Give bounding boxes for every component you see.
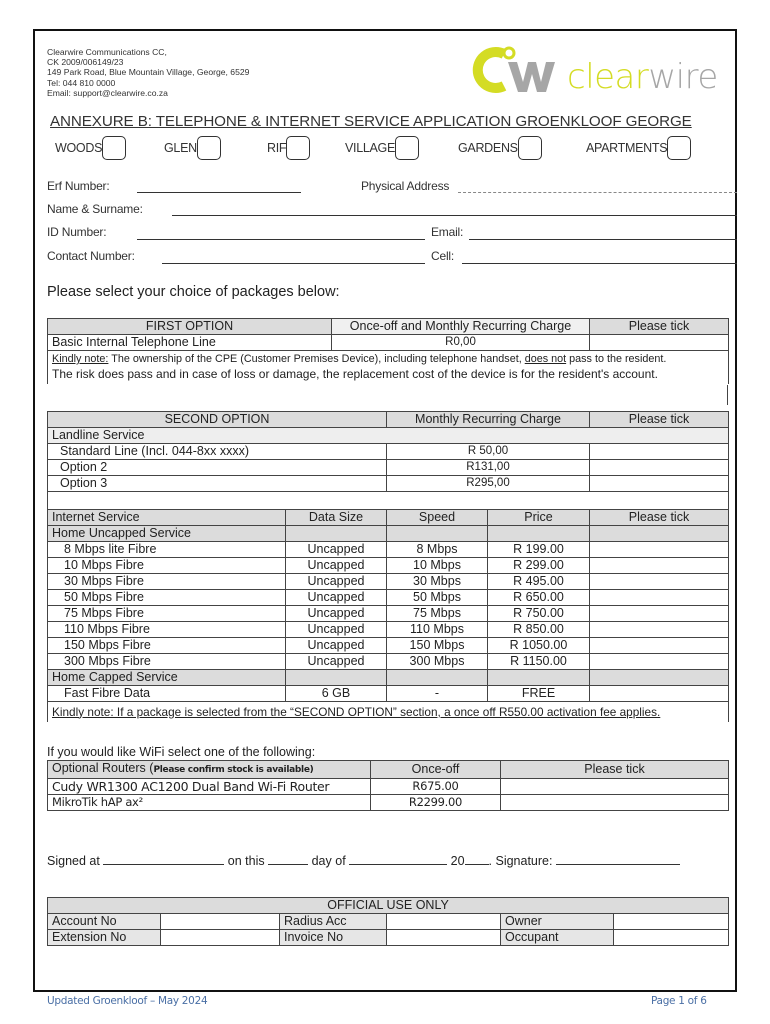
official-use-table (47, 897, 729, 946)
package-speed: 300 Mbps (387, 654, 488, 670)
table-row (48, 335, 729, 351)
estate-glen[interactable] (164, 136, 221, 160)
signature-line: Signed at on this day of 20 . Signature: (47, 852, 680, 868)
package-name: 30 Mbps Fibre (48, 574, 286, 590)
invoice-no-label: Invoice No (280, 930, 387, 946)
email-field[interactable] (469, 239, 737, 240)
estate-woods[interactable] (55, 136, 126, 160)
landline-charge: R131,00 (387, 460, 590, 476)
landline-name: Option 3 (48, 476, 387, 492)
package-price: R 1150.00 (488, 654, 590, 670)
estate-label: RIF (267, 141, 287, 155)
capped-section-row (48, 670, 729, 686)
table-row (48, 476, 729, 492)
tick-cell[interactable] (590, 590, 729, 606)
estate-checkbox-gardens[interactable] (518, 136, 542, 160)
estate-village[interactable] (345, 136, 419, 160)
tick-cell[interactable] (590, 476, 729, 492)
first-option-header (48, 319, 729, 335)
form-title: ANNEXURE B: TELEPHONE & INTERNET SERVICE APPLICATION GROENKLOOF GEORGE (50, 113, 692, 130)
tick-cell[interactable] (590, 335, 729, 351)
radius-acc-field[interactable] (387, 914, 501, 930)
landline-section-label: Landline Service (48, 428, 729, 444)
table-divider (727, 385, 728, 405)
estate-checkbox-woods[interactable] (102, 136, 126, 160)
package-data-size: Uncapped (286, 574, 387, 590)
first-option-note-row (48, 351, 729, 385)
package-name: 75 Mbps Fibre (48, 606, 286, 622)
month-field[interactable] (349, 852, 447, 865)
router-name: Cudy WR1300 AC1200 Dual Band Wi-Fi Router (48, 779, 371, 795)
cell-label: Cell: (431, 249, 455, 263)
table-row (48, 686, 729, 702)
table-row (48, 654, 729, 670)
table-row (48, 638, 729, 654)
first-option-tick-header: Please tick (590, 319, 729, 335)
second-option-note: Kindly note: If a package is selected from the “SECOND OPTION” section, a once off R550.00 activation fee applies. (48, 702, 729, 723)
signed-at-field[interactable] (103, 852, 224, 865)
id-number-field[interactable] (137, 239, 425, 240)
package-data-size: Uncapped (286, 542, 387, 558)
package-name: 150 Mbps Fibre (48, 638, 286, 654)
package-data-size: Uncapped (286, 558, 387, 574)
tick-cell[interactable] (590, 638, 729, 654)
second-option-table (47, 411, 729, 722)
capped-section-label: Home Capped Service (48, 670, 286, 686)
invoice-no-field[interactable] (387, 930, 501, 946)
erf-number-field[interactable] (137, 192, 301, 193)
table-row (48, 444, 729, 460)
tick-cell[interactable] (501, 779, 729, 795)
name-surname-field[interactable] (172, 215, 737, 216)
router-price: R2299.00 (371, 795, 501, 811)
package-price: R 1050.00 (488, 638, 590, 654)
estate-label: APARTMENTS (586, 141, 668, 155)
internet-tick-header: Please tick (590, 510, 729, 526)
router-price: R675.00 (371, 779, 501, 795)
package-name: 300 Mbps Fibre (48, 654, 286, 670)
table-row (48, 622, 729, 638)
extension-no-field[interactable] (161, 930, 280, 946)
table-row (48, 574, 729, 590)
landline-name: Standard Line (Incl. 044-8xx xxxx) (48, 444, 387, 460)
tick-cell[interactable] (590, 460, 729, 476)
monthly-charge-header: Monthly Recurring Charge (387, 412, 590, 428)
wifi-router-table (47, 760, 729, 811)
occupant-label: Occupant (501, 930, 614, 946)
tick-cell[interactable] (590, 444, 729, 460)
name-surname-label: Name & Surname: (47, 202, 143, 216)
price-header: Price (488, 510, 590, 526)
tick-cell[interactable] (590, 686, 729, 702)
estate-apartments[interactable] (586, 136, 691, 160)
tick-cell[interactable] (501, 795, 729, 811)
estate-checkbox-rif[interactable] (286, 136, 310, 160)
package-price: R 750.00 (488, 606, 590, 622)
footer-updated: Updated Groenkloof – May 2024 (47, 995, 208, 1007)
once-off-header: Once-off (371, 761, 501, 779)
id-number-label: ID Number: (47, 225, 107, 239)
package-price: R 299.00 (488, 558, 590, 574)
wifi-prompt: If you would like WiFi select one of the following: (47, 745, 316, 759)
account-no-field[interactable] (161, 914, 280, 930)
package-price: R 650.00 (488, 590, 590, 606)
data-size-header: Data Size (286, 510, 387, 526)
tick-cell[interactable] (590, 542, 729, 558)
landline-charge: R 50,00 (387, 444, 590, 460)
package-price: R 850.00 (488, 622, 590, 638)
package-data-size: Uncapped (286, 606, 387, 622)
package-charge: R0,00 (332, 335, 590, 351)
package-speed: 110 Mbps (387, 622, 488, 638)
tick-cell[interactable] (590, 654, 729, 670)
package-data-size: Uncapped (286, 654, 387, 670)
package-speed: 10 Mbps (387, 558, 488, 574)
estate-gardens[interactable] (458, 136, 542, 160)
package-speed: 50 Mbps (387, 590, 488, 606)
estate-selection (55, 136, 715, 164)
estate-label: WOODS (55, 141, 103, 155)
contact-number-label: Contact Number: (47, 249, 135, 263)
year-field[interactable] (465, 852, 489, 865)
package-price: R 495.00 (488, 574, 590, 590)
package-name: 50 Mbps Fibre (48, 590, 286, 606)
package-speed: 150 Mbps (387, 638, 488, 654)
package-name: 110 Mbps Fibre (48, 622, 286, 638)
estate-checkbox-glen[interactable] (197, 136, 221, 160)
occupant-field[interactable] (614, 930, 729, 946)
package-name: 10 Mbps Fibre (48, 558, 286, 574)
company-email: Email: support@clearwire.co.za (47, 87, 168, 98)
landline-charge: R295,00 (387, 476, 590, 492)
owner-field[interactable] (614, 914, 729, 930)
package-speed: 30 Mbps (387, 574, 488, 590)
first-option-title: FIRST OPTION (48, 319, 332, 335)
cell-field[interactable] (462, 263, 737, 264)
package-speed: 75 Mbps (387, 606, 488, 622)
account-no-label: Account No (48, 914, 161, 930)
package-price: FREE (488, 686, 590, 702)
second-option-tick-header: Please tick (590, 412, 729, 428)
wifi-header (48, 761, 729, 779)
physical-address-label: Physical Address (361, 179, 450, 193)
table-row (48, 795, 729, 811)
company-info (47, 47, 249, 98)
package-name: Fast Fibre Data (48, 686, 286, 702)
package-data-size: Uncapped (286, 590, 387, 606)
estate-label: GLEN (164, 141, 197, 155)
routers-header: Optional Routers (Please confirm stock is available) (48, 761, 371, 779)
package-name: 8 Mbps lite Fibre (48, 542, 286, 558)
internet-service-header (48, 510, 729, 526)
table-row (48, 606, 729, 622)
table-row (48, 460, 729, 476)
erf-number-label: Erf Number: (47, 179, 110, 193)
official-use-title: OFFICIAL USE ONLY (48, 898, 729, 914)
extension-no-label: Extension No (48, 930, 161, 946)
day-field[interactable] (268, 852, 308, 865)
owner-label: Owner (501, 914, 614, 930)
table-row (48, 542, 729, 558)
router-name: MikroTik hAP ax² (48, 795, 371, 811)
estate-checkbox-village[interactable] (395, 136, 419, 160)
package-data-size: Uncapped (286, 622, 387, 638)
speed-header: Speed (387, 510, 488, 526)
estate-label: VILLAGE (345, 141, 396, 155)
uncapped-section-row (48, 526, 729, 542)
tick-cell[interactable] (590, 622, 729, 638)
tick-cell[interactable] (590, 558, 729, 574)
company-phone: Tel: 044 810 0000 (47, 77, 116, 88)
package-data-size: Uncapped (286, 638, 387, 654)
signature-field[interactable] (556, 852, 680, 865)
company-registration: CK 2009/006149/23 (47, 57, 124, 68)
second-option-title: SECOND OPTION (48, 412, 387, 428)
clearwire-logo (470, 40, 720, 100)
table-row (48, 558, 729, 574)
radius-acc-label: Radius Acc (280, 914, 387, 930)
email-label: Email: (431, 225, 464, 239)
footer-page-number: Page 1 of 6 (651, 995, 707, 1007)
table-row (48, 779, 729, 795)
package-speed: - (387, 686, 488, 702)
package-data-size: 6 GB (286, 686, 387, 702)
wifi-tick-header: Please tick (501, 761, 729, 779)
table-row (48, 930, 729, 946)
contact-number-field[interactable] (162, 263, 425, 264)
tick-cell[interactable] (590, 606, 729, 622)
physical-address-field[interactable] (458, 192, 737, 193)
landline-name: Option 2 (48, 460, 387, 476)
logo-wordmark: clearwire (567, 57, 718, 97)
package-prompt: Please select your choice of packages below: (47, 284, 340, 300)
package-speed: 8 Mbps (387, 542, 488, 558)
table-row (48, 590, 729, 606)
first-option-charge-header: Once-off and Monthly Recurring Charge (332, 319, 590, 335)
spacer-row (48, 492, 729, 510)
company-name: Clearwire Communications CC, (47, 47, 167, 57)
estate-rif[interactable] (267, 136, 310, 160)
package-price: R 199.00 (488, 542, 590, 558)
landline-section-row (48, 428, 729, 444)
uncapped-section-label: Home Uncapped Service (48, 526, 286, 542)
table-row (48, 914, 729, 930)
company-address: 149 Park Road, Blue Mountain Village, George, 6529 (47, 67, 250, 78)
second-option-note-row (48, 702, 729, 723)
estate-label: GARDENS (458, 141, 518, 155)
tick-cell[interactable] (590, 574, 729, 590)
second-option-header (48, 412, 729, 428)
internet-service-title: Internet Service (48, 510, 286, 526)
cw-logo-icon (470, 40, 565, 100)
package-name: Basic Internal Telephone Line (48, 335, 332, 351)
first-option-table (47, 318, 729, 384)
estate-checkbox-apartments[interactable] (667, 136, 691, 160)
first-option-note: Kindly note: The ownership of the CPE (Customer Premises Device), including telephone handset, does not pass to the resident. The risk does pass and in case of loss or damage, the replacement cost of the device is for the resident's account. (48, 351, 729, 385)
